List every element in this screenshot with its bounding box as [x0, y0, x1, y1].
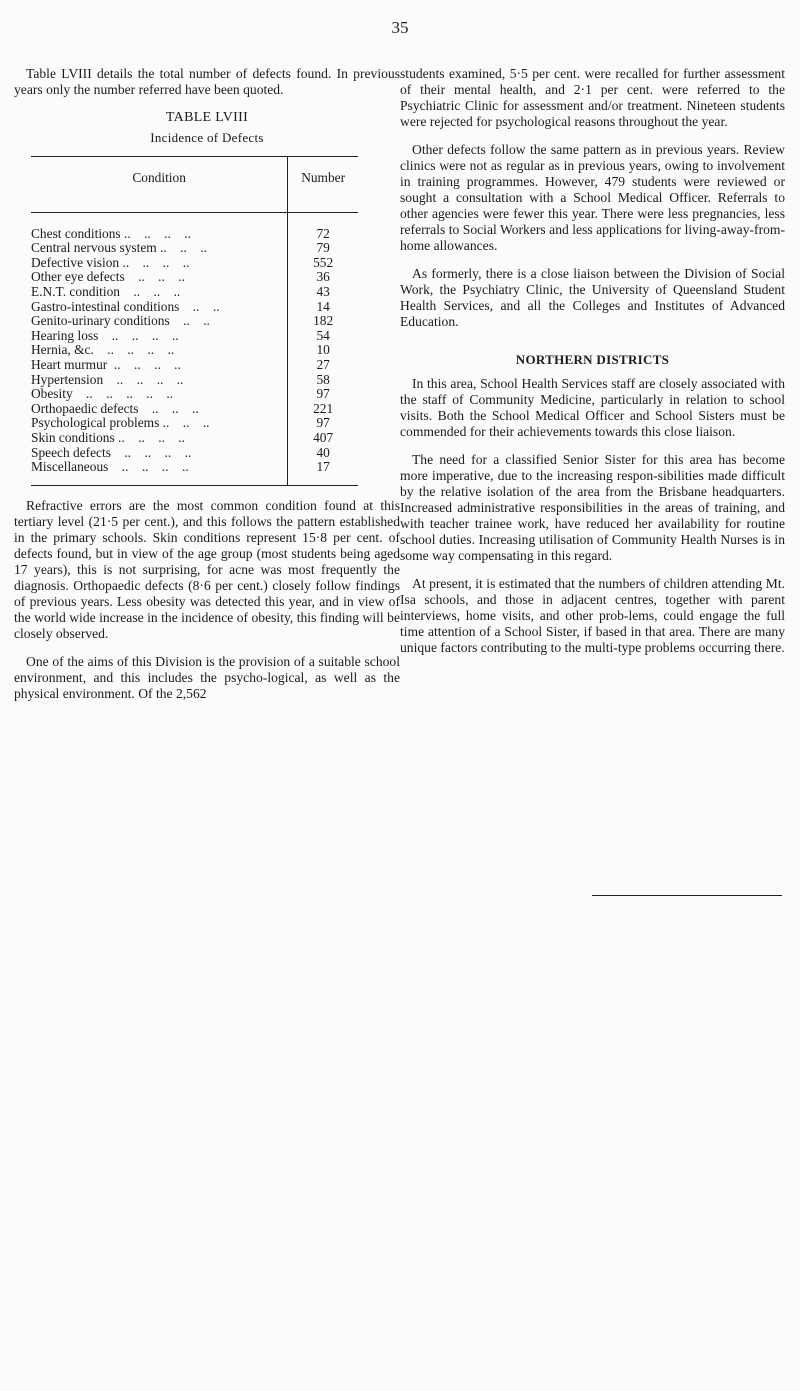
condition-cell: Other eye defects .. .. ..: [31, 270, 288, 285]
number-cell: 97: [316, 415, 330, 431]
page-number: 35: [391, 18, 409, 37]
number-cell: 54: [316, 327, 330, 343]
other-defects-paragraph: Other defects follow the same pattern as in previous years. Review clinics were not as regular as in previous years, owing to involvement in training programmes. However, 479 students were reviewed or sought a consultation with a School Medical Officer. Referrals to other agencies were fewer this year. There were less pregnancies, less referrals to Social Workers and less applications for living-away-from-home allowances.: [400, 142, 785, 253]
condition-cell: Orthopaedic defects .. .. ..: [31, 402, 288, 417]
left-column: [14, 66, 400, 714]
condition-cell: Heart murmur .. .. .. ..: [31, 358, 288, 373]
footer-rule: [592, 895, 782, 896]
table-row: [31, 270, 358, 285]
condition-cell: Hypertension .. .. .. ..: [31, 373, 288, 388]
condition-cell: Speech defects .. .. .. ..: [31, 446, 288, 461]
number-cell: 43: [316, 283, 330, 299]
condition-cell: Skin conditions .. .. .. ..: [31, 431, 288, 446]
table-subtitle: Incidence of Defects: [150, 130, 264, 145]
right-column: [400, 66, 785, 668]
condition-cell: Chest conditions .. .. .. ..: [31, 212, 288, 241]
condition-cell: Obesity .. .. .. .. ..: [31, 387, 288, 402]
table-row: [31, 387, 358, 402]
table-header-row: [31, 157, 358, 213]
condition-cell: Central nervous system .. .. ..: [31, 241, 288, 256]
number-cell: 17: [288, 460, 358, 485]
number-cell: 10: [316, 342, 330, 358]
table-row: [31, 373, 358, 388]
defects-table-body: [31, 212, 358, 485]
number-cell: 221: [313, 400, 334, 416]
table-row: [31, 212, 358, 241]
table-row: [31, 416, 358, 431]
condition-cell: Genito-urinary conditions .. ..: [31, 314, 288, 329]
senior-sister-paragraph: The need for a classified Senior Sister for this area has become more imperative, due to the increasing respon-sibilities made difficult by the relative isolation of the area from the Brisbane headquarters. Increased administrative responsibilities in the areas of training, and with teacher trainee work, have reduced her availability for routine school duties. Increasing utilisation of Community Health Nurses is in some way compensating in this regard.: [400, 452, 785, 563]
condition-cell: E.N.T. condition .. .. ..: [31, 285, 288, 300]
table-row: [31, 358, 358, 373]
condition-cell: Hearing loss .. .. .. ..: [31, 329, 288, 344]
condition-cell: Defective vision .. .. .. ..: [31, 256, 288, 271]
number-cell: 552: [313, 254, 334, 270]
number-cell: 14: [316, 298, 330, 314]
condition-cell: Miscellaneous .. .. .. ..: [31, 460, 288, 485]
number-cell: 27: [316, 356, 330, 372]
number-cell: 58: [316, 371, 330, 387]
table-row: [31, 241, 358, 256]
table-row: [31, 256, 358, 271]
condition-cell: Gastro-intestinal conditions .. ..: [31, 300, 288, 315]
number-cell: 407: [313, 429, 334, 445]
table-row: [31, 402, 358, 417]
number-cell: 36: [316, 269, 330, 285]
table-row: [31, 446, 358, 461]
mt-isa-paragraph: At present, it is estimated that the numbers of children attending Mt. Isa schools, and those in adjacent centres, together with parent interviews, home visits, and other prob-lems, could engage the full time attention of a School Sister, if based in that area. There are many unique factors contributing to the multi-type problems occurring there.: [400, 576, 785, 655]
table-row: [31, 300, 358, 315]
defects-table: [31, 156, 358, 486]
condition-cell: Psychological problems .. .. ..: [31, 416, 288, 431]
table-row: [31, 314, 358, 329]
condition-header: Condition: [31, 157, 288, 213]
northern-districts-heading: NORTHERN DISTRICTS: [515, 352, 670, 367]
liaison-paragraph: As formerly, there is a close liaison between the Division of Social Work, the Psychiatry Clinic, the University of Queensland Student Health Services, and all the Colleges and Institutes of Advanced Education.: [400, 266, 785, 329]
table-row: [31, 431, 358, 446]
number-cell: 97: [316, 386, 330, 402]
number-header: Number: [288, 157, 358, 213]
table-title: TABLE LVIII: [165, 110, 249, 125]
number-cell: 40: [316, 444, 330, 460]
number-cell: 72: [316, 225, 330, 241]
table-row: [31, 460, 358, 485]
northern-districts-paragraph: In this area, School Health Services staff are closely associated with the staff of Community Medicine, particularly in relation to school visits. Both the School Medical Officer and School Sisters must be commended for their achievements towards this close liaison.: [400, 376, 785, 439]
number-cell: 79: [316, 240, 330, 256]
table-row: [31, 285, 358, 300]
students-examined-paragraph: students examined, 5·5 per cent. were recalled for further assessment of their mental health, and 2·1 per cent. were referred to the Psychiatric Clinic for assessment and/or treatment. Nineteen students were rejected for psychological reasons throughout the year.: [400, 66, 785, 129]
intro-paragraph: Table LVIII details the total number of defects found. In previous years only the number referred have been quoted.: [14, 66, 400, 97]
table-row: [31, 343, 358, 358]
table-row: [31, 329, 358, 344]
number-cell: 182: [313, 313, 334, 329]
division-aims-paragraph: One of the aims of this Division is the provision of a suitable school environment, and this includes the psycho-logical, as well as the physical environment. Of the 2,562: [14, 653, 400, 701]
refractive-errors-paragraph: Refractive errors are the most common condition found at this tertiary level (21·5 per cent.), and this follows the pattern established in the primary schools. Skin conditions represent 15·8 per cent. of defects found, but in view of the age group (most students being aged 17 years), this is not surprising, for acne was most frequently the diagnosis. Orthopaedic defects (8·6 per cent.) closely follow findings of previous years. Less obesity was detected this year, and in view of the world wide increase in the incidence of obesity, this finding will be closely observed.: [14, 497, 400, 641]
condition-cell: Hernia, &c. .. .. .. ..: [31, 343, 288, 358]
